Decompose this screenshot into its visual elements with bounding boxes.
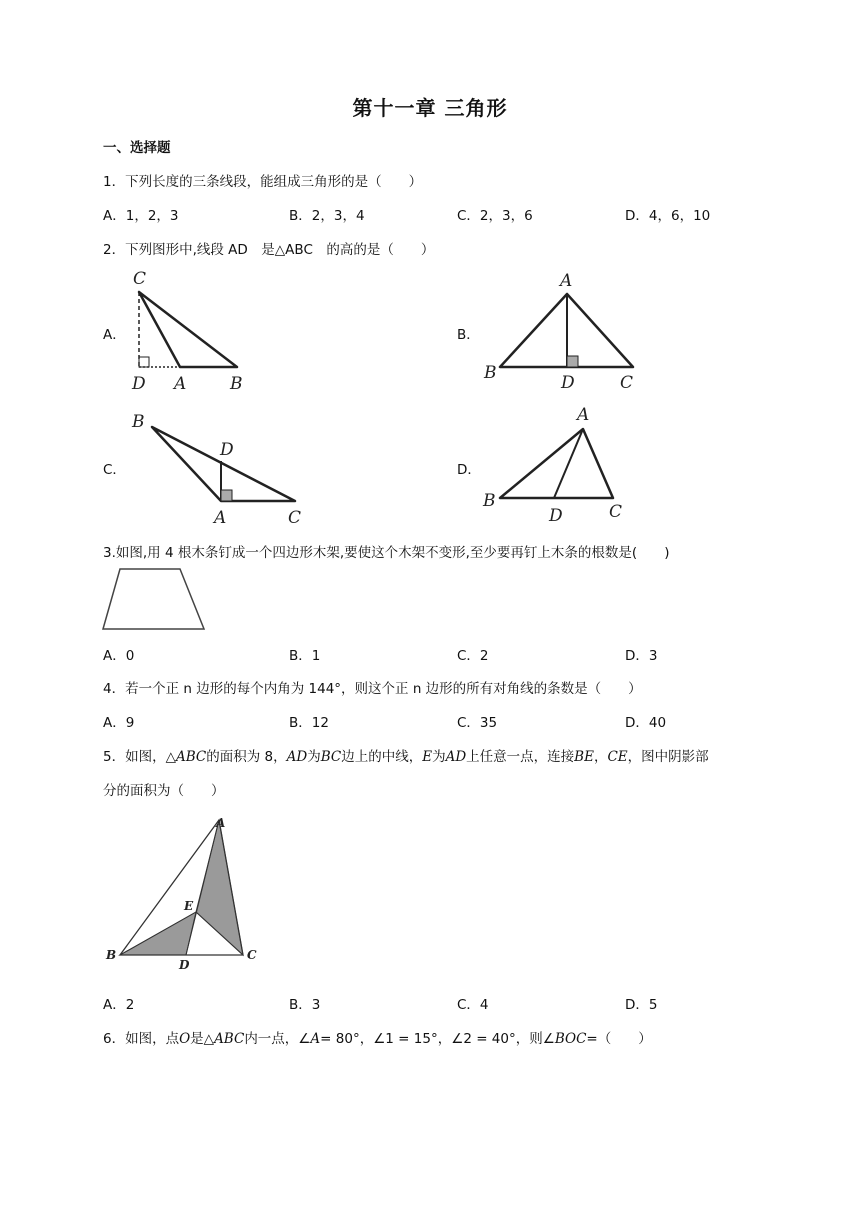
q4-option-c: C．35: [457, 715, 498, 731]
q2-figure-b: [480, 262, 650, 392]
q2-figure-c: [125, 405, 315, 530]
question-1-stem: 1．下列长度的三条线段，能组成三角形的是（ ）: [103, 174, 423, 190]
q5-label-c: C: [247, 948, 257, 962]
q1-option-d: D．4，6，10: [625, 208, 711, 224]
question-4-stem: 4．若一个正 n 边形的每个内角为 144°，则这个正 n 边形的所有对角线的条数是（ ）: [103, 681, 642, 697]
q3-option-c: C．2: [457, 648, 489, 664]
fig-b-label-b: B: [484, 363, 497, 383]
section-heading: 一、选择题: [103, 140, 171, 156]
q1-option-c: C．2，3，6: [457, 208, 533, 224]
q2-option-d-letter: D．: [457, 462, 481, 478]
fig-c-label-c: C: [288, 508, 302, 528]
fig-a-label-a: A: [174, 374, 187, 394]
fig-d-label-c: C: [609, 502, 623, 522]
fig-d-label-d: D: [549, 506, 563, 526]
fig-a-label-d: D: [132, 374, 146, 394]
fig-b-label-a: A: [560, 271, 573, 291]
q2-option-b-letter: B．: [457, 327, 480, 343]
fig-c-label-b: B: [132, 412, 145, 432]
fig-c-label-d: D: [220, 440, 234, 460]
question-5-stem-line2: 分的面积为（ ）: [103, 783, 225, 799]
page-title: 第十一章 三角形: [352, 96, 508, 120]
q3-option-a: A．0: [103, 648, 135, 664]
question-3-stem: 3.如图,用 4 根木条钉成一个四边形木架,要使这个木架不变形,至少要再钉上木条的根数是( ): [103, 545, 670, 561]
q5-label-a: A: [216, 816, 226, 830]
q5-label-b: B: [106, 948, 117, 962]
q1-option-a: A．1，2，3: [103, 208, 179, 224]
fig-d-label-b: B: [483, 491, 496, 511]
q5-option-a: A．2: [103, 997, 135, 1013]
q2-figure-d: [480, 400, 650, 530]
fig-a-label-c: C: [133, 269, 147, 289]
q4-option-d: D．40: [625, 715, 667, 731]
q5-label-e: E: [184, 899, 194, 913]
q5-label-d: D: [179, 958, 190, 972]
question-2-stem: 2．下列图形中,线段 AD 是△ABC 的高的是（ ）: [103, 242, 435, 258]
question-5-stem-line1: 5．如图，△ABC的面积为 8，AD为BC边上的中线，E为AD上任意一点，连接BE，CE，图中阴影部: [103, 749, 709, 765]
q4-option-a: A．9: [103, 715, 135, 731]
question-6-stem: 6．如图，点O是△ABC内一点，∠A= 80°，∠1 = 15°，∠2 = 40°，则∠BOC=（ ）: [103, 1031, 652, 1047]
fig-b-label-d: D: [561, 373, 575, 393]
q2-option-c-letter: C．: [103, 462, 126, 478]
q4-option-b: B．12: [289, 715, 329, 731]
fig-a-label-b: B: [230, 374, 243, 394]
fig-c-label-a: A: [214, 508, 227, 528]
fig-d-label-a: A: [577, 405, 590, 425]
q5-option-b: B．3: [289, 997, 321, 1013]
fig-b-label-c: C: [620, 373, 634, 393]
q2-option-a-letter: A．: [103, 327, 126, 343]
q5-shaded-triangle-figure: [100, 810, 270, 975]
q2-figure-a: [120, 262, 260, 398]
q1-option-b: B．2，3，4: [289, 208, 365, 224]
q3-option-d: D．3: [625, 648, 658, 664]
q5-option-c: C．4: [457, 997, 489, 1013]
q5-option-d: D．5: [625, 997, 658, 1013]
q3-trapezoid-figure: [100, 565, 210, 633]
q3-option-b: B．1: [289, 648, 321, 664]
